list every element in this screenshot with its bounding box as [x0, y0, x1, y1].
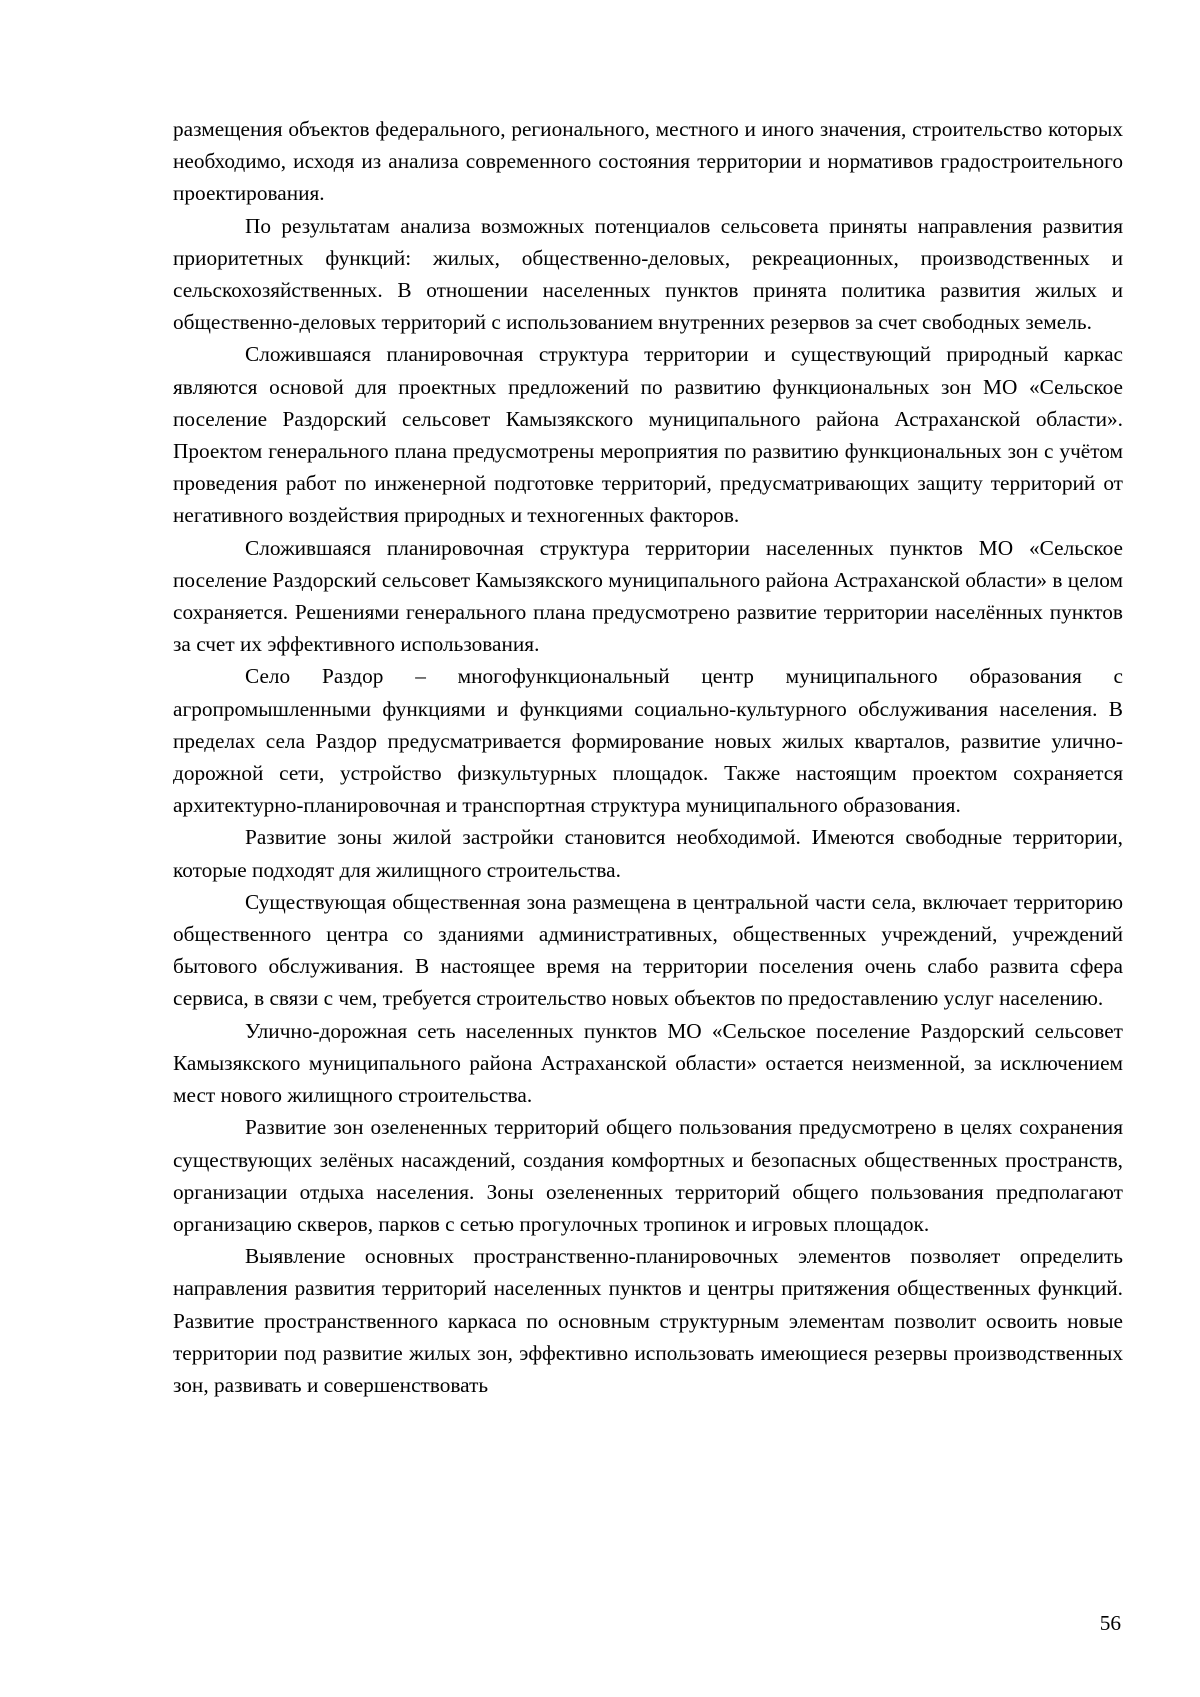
paragraph-village-razdor: Село Раздор – многофункциональный центр муниципального образования с агропромышленными функциями и функциями социально-культурного обслуживания населения. В пределах села Раздор предусматривается формирование новых жилых кварталов, развитие улично-дорожной сети, устройство физкультурных площадок. Также настоящим проектом сохраняется архитектурно-планировочная и транспортная структура муниципального образования. — [173, 664, 1123, 818]
paragraph-continuation: размещения объектов федерального, регионального, местного и иного значения, строительство которых необходимо, исходя из анализа современного состояния территории и нормативов градостроительного проектирования. — [173, 117, 1123, 206]
paragraph-planning-structure: Сложившаяся планировочная структура территории и существующий природный каркас являются основой для проектных предложений по развитию функциональных зон МО «Сельское поселение Раздорский сельсовет Камызякского муниципального района Астраханской области». Проектом генерального плана предусмотрены мероприятия по развитию функциональных зон с учётом проведения работ по инженерной подготовке территорий, предусматривающих защиту территорий от негативного воздействия природных и техногенных факторов. — [173, 342, 1123, 528]
paragraph-settlement-structure: Сложившаяся планировочная структура территории населенных пунктов МО «Сельское поселение Раздорский сельсовет Камызякского муниципального района Астраханской области» в целом сохраняется. Решениями генерального плана предусмотрено развитие территории населённых пунктов за счет их эффективного использования. — [173, 535, 1123, 657]
paragraph-development-priorities: По результатам анализа возможных потенциалов сельсовета приняты направления развития приоритетных функций: жилых, общественно-деловых, рекреационных, производственных и сельскохозяйственных. В отношении населенных пунктов принята политика развития жилых и общественно-деловых территорий с использованием внутренних резервов за счет свободных земель. — [173, 213, 1123, 335]
body-text — [173, 113, 1123, 1401]
paragraph-public-zone: Существующая общественная зона размещена в центральной части села, включает территорию общественного центра со зданиями административных, общественных учреждений, учреждений бытового обслуживания. В настоящее время на территории поселения очень слабо развита сфера сервиса, в связи с чем, требуется строительство новых объектов по предоставлению услуг населению. — [173, 889, 1123, 1011]
paragraph-road-network: Улично-дорожная сеть населенных пунктов МО «Сельское поселение Раздорский сельсовет Камызякского муниципального района Астраханской области» остается неизменной, за исключением мест нового жилищного строительства. — [173, 1018, 1123, 1108]
paragraph-residential-zone: Развитие зоны жилой застройки становится необходимой. Имеются свободные территории, которые подходят для жилищного строительства. — [173, 825, 1123, 882]
paragraph-spatial-framework: Выявление основных пространственно-планировочных элементов позволяет определить направления развития территорий населенных пунктов и центры притяжения общественных функций. Развитие пространственного каркаса по основным структурным элементам позволит освоить новые территории под развитие жилых зон, эффективно использовать имеющиеся резервы производственных зон, развивать и совершенствовать — [173, 1244, 1123, 1397]
paragraph-green-zones: Развитие зон озелененных территорий общего пользования предусмотрено в целях сохранения существующих зелёных насаждений, создания комфортных и безопасных общественных пространств, организации отдыха населения. Зоны озелененных территорий общего пользования предполагают организацию скверов, парков с сетью прогулочных тропинок и игровых площадок. — [173, 1115, 1123, 1236]
page-number: 56 — [1099, 1611, 1121, 1635]
